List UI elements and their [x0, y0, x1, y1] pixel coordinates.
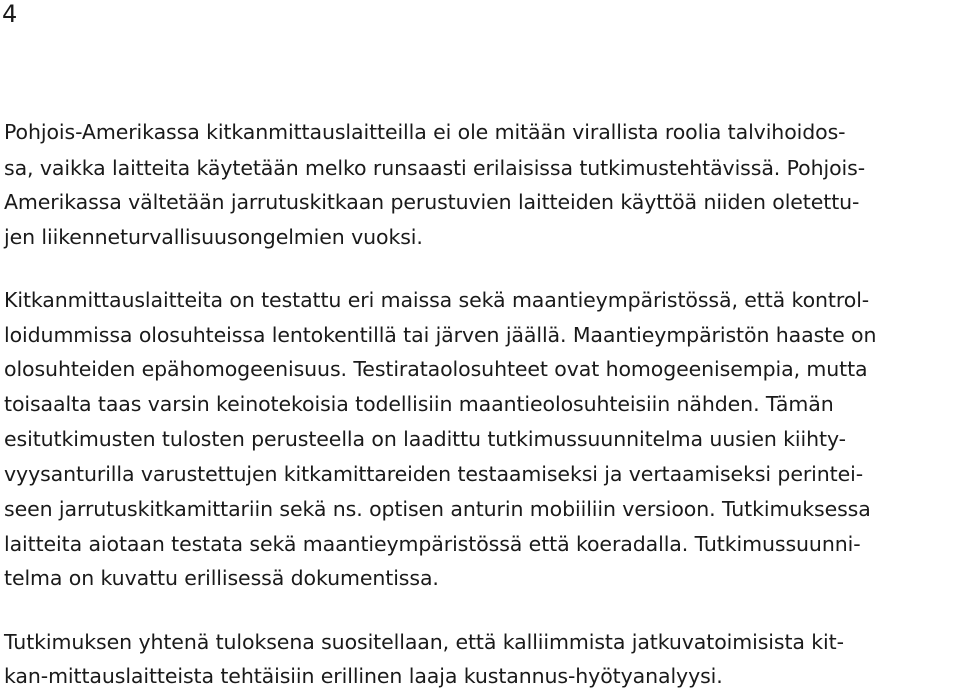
- text-line: Pohjois-Amerikassa kitkanmittauslaitteilla ei ole mitään virallista roolia talvihoidos-: [4, 120, 846, 144]
- text-line: sa, vaikka laitteita käytetään melko runsaasti erilaisissa tutkimustehtävissä. Pohjois-: [4, 156, 866, 180]
- page-number: 4: [2, 0, 18, 28]
- text-line: kan-mittauslaitteista tehtäisiin erillinen laaja kustannus-hyötyanalyysi.: [4, 664, 723, 688]
- text-line: vyysanturilla varustettujen kitkamittareiden testaamiseksi ja vertaamiseksi perintei-: [4, 462, 864, 486]
- text-line: Amerikassa vältetään jarrutuskitkaan perustuvien laitteiden käyttöä niiden oletettu-: [4, 190, 860, 214]
- text-line: Tutkimuksen yhtenä tuloksena suositellaan, että kalliimmista jatkuvatoimisista kit-: [4, 630, 844, 654]
- text-line: loidummissa olosuhteissa lentokentillä tai järven jäällä. Maantieympäristön haaste on: [4, 323, 877, 347]
- text-line: telma on kuvattu erillisessä dokumentissa.: [4, 566, 439, 590]
- text-line: laitteita aiotaan testata sekä maantieympäristössä että koeradalla. Tutkimussuunni-: [4, 532, 861, 556]
- text-line: olosuhteiden epähomogeenisuus. Testirataolosuhteet ovat homogeenisempia, mutta: [4, 357, 868, 381]
- text-line: Kitkanmittauslaitteita on testattu eri maissa sekä maantieympäristössä, että kontrol-: [4, 288, 870, 312]
- text-line: esitutkimusten tulosten perusteella on laadittu tutkimussuunnitelma uusien kiihty-: [4, 427, 846, 451]
- text-line: jen liikenneturvallisuusongelmien vuoksi.: [4, 225, 423, 249]
- text-line: toisaalta taas varsin keinotekoisia todellisiin maantieolosuhteisiin nähden. Tämän: [4, 392, 834, 416]
- text-line: seen jarrutuskitkamittariin sekä ns. optisen anturin mobiiliin versioon. Tutkimuksessa: [4, 497, 871, 521]
